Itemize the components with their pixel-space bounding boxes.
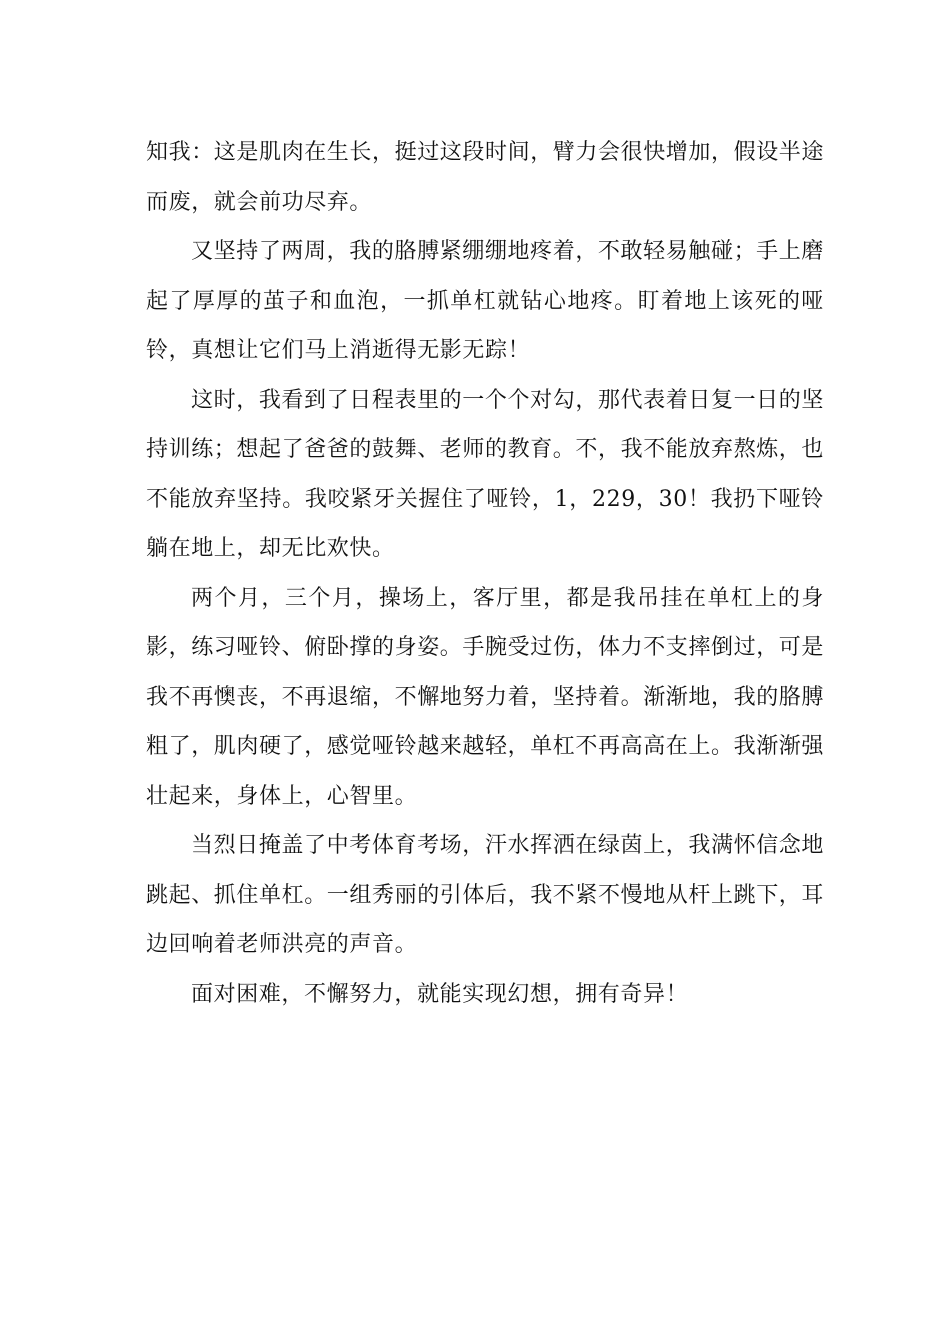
- paragraph: 这时，我看到了日程表里的一个个对勾，那代表着日复一日的坚持训练；想起了爸爸的鼓舞、老师的教育。不，我不能放弃熬炼，也不能放弃坚持。我咬紧牙关握住了哑铃，1，229，30！我扔下哑铃躺在地上，却无比欢快。: [146, 387, 825, 561]
- paragraph-continuation: 知我：这是肌肉在生长，挺过这段时间，臂力会很快增加，假设半途而废，就会前功尽弃。: [146, 140, 825, 215]
- paragraph: 当烈日掩盖了中考体育考场，汗水挥洒在绿茵上，我满怀信念地跳起、抓住单杠。一组秀丽的引体后，我不紧不慢地从杆上跳下，耳边回响着老师洪亮的声音。: [146, 833, 825, 957]
- paragraph-closing: 面对困难，不懈努力，就能实现幻想，拥有奇异！: [191, 981, 689, 1007]
- paragraph: 又坚持了两周，我的胳膊紧绷绷地疼着，不敢轻易触碰；手上磨起了厚厚的茧子和血泡，一抓单杠就钻心地疼。盯着地上该死的哑铃，真想让它们马上消逝得无影无踪！: [146, 239, 824, 363]
- paragraph: 两个月，三个月，操场上，客厅里，都是我吊挂在单杠上的身影，练习哑铃、俯卧撑的身姿。手腕受过伤，体力不支摔倒过，可是我不再懊丧，不再退缩，不懈地努力着，坚持着。渐渐地，我的胳膊粗了，肌肉硬了，感觉哑铃越来越轻，单杠不再高高在上。我渐渐强壮起来，身体上，心智里。: [146, 585, 825, 809]
- essay-body: [146, 128, 824, 1019]
